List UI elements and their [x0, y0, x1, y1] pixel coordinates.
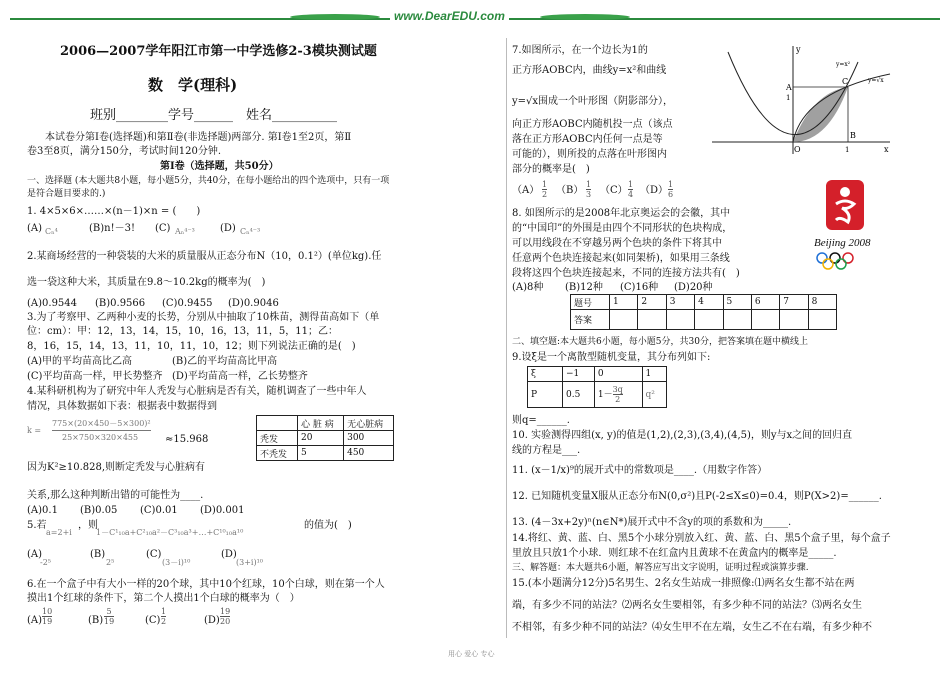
- q3-option-b: (B)乙的平均苗高比甲高: [172, 356, 278, 367]
- q5-option-a: (A): [27, 549, 43, 560]
- q1-option-d-formula: Cₙ⁴⁻³: [240, 227, 261, 236]
- q4-table-cell: 450: [344, 446, 394, 461]
- q6-option-d: (D): [204, 615, 220, 626]
- q6-option-b: (B): [88, 615, 104, 626]
- q6-fraction-c-num: 1: [161, 607, 167, 616]
- q7-option-b: （B）: [556, 185, 584, 196]
- q15-line-3: 不相邻，有多少种不同的站法？⑷女生甲不在左端，女生乙不在右端，有多少种不: [512, 622, 872, 633]
- answer-cell[interactable]: [695, 310, 723, 330]
- q9-distribution-table: [527, 366, 667, 408]
- q6-fraction-b-den: 19: [104, 617, 115, 626]
- q5-option-c: (C): [146, 549, 162, 560]
- q9-table-cell: 0.5: [563, 382, 595, 408]
- q9-table-cell: 1: [642, 367, 666, 382]
- q9-table-cell: 0: [594, 367, 642, 382]
- q8-option-a: (A)8种: [512, 282, 544, 293]
- q5-value-a: -2⁵: [40, 558, 51, 567]
- q7-fraction-c-num: 1: [628, 180, 634, 189]
- q6-fraction-a-den: 19: [42, 617, 53, 626]
- q1-option-a: (A): [27, 223, 43, 234]
- q7-line-7: 部分的概率是( ): [512, 164, 590, 175]
- answer-cell[interactable]: [780, 310, 808, 330]
- q8-line-5: 段将这四个色块连接起来，不同的连接方法共有( ): [512, 268, 740, 279]
- graph-label-parabola: y=x²: [836, 61, 851, 68]
- q2-option-d: (D)0.9046: [228, 298, 279, 309]
- q5-tail: 的值为( ): [304, 520, 352, 531]
- q7-option-a: （A）: [512, 185, 540, 196]
- q4-table-cell: 300: [344, 431, 394, 446]
- q7-fraction-b: [586, 180, 591, 199]
- q3-line-2: 位：cm）：甲：12，13，14，15，10，16，13，11，5，11；乙：: [27, 326, 338, 337]
- q5-option-d: (D): [221, 549, 237, 560]
- answer-table-row-label: 答案: [571, 310, 610, 330]
- q7-fraction-d-num: 1: [668, 180, 674, 189]
- beijing-2008-emblem: [808, 176, 890, 276]
- q9-line-1: 9.设ξ是一个离散型随机变量，其分布列如下:: [512, 352, 711, 363]
- q6-fraction-c: [161, 607, 166, 626]
- q5-expression: 1－C¹₁₀a+C²₁₀a²－C³₁₀a³+…+C¹⁰₁₀a¹⁰: [96, 528, 244, 537]
- q9-table-cell-formula: [594, 382, 642, 408]
- q15-line-2: 端，有多少不同的站法？⑵两名女生要相邻，有多少种不同的站法？⑶两名女生: [512, 600, 862, 611]
- graph-label-c: C: [842, 77, 849, 86]
- q3-option-d: (D)平均苗高一样，乙长势整齐: [172, 371, 308, 382]
- q9-fraction-den: 2: [615, 395, 621, 404]
- answer-table-header: 7: [780, 295, 808, 310]
- q3-line-1: 3.为了考察甲、乙两种小麦的长势，分别从中抽取了10株苗，测得苗高如下（单: [27, 312, 380, 323]
- q7-fraction-a-den: 2: [542, 190, 548, 199]
- q7-fraction-c: [628, 180, 633, 199]
- answer-table-header: 8: [808, 295, 836, 310]
- q7-leaf-graph: [708, 42, 894, 156]
- q4-table-corner: [257, 416, 298, 431]
- q7-line-1: 7.如图所示，在一个边长为1的: [512, 45, 648, 56]
- q9-table-cell: q²: [642, 382, 666, 408]
- q15-line-1: 15.(本小题满分12分)5名男生、2名女生站成一排照像:⑴两名女生都不站在两: [512, 578, 855, 589]
- section1-line-2: 是符合题目要求的.): [27, 189, 106, 199]
- answer-table-header: 1: [610, 295, 638, 310]
- q8-line-3: 可以用线段在不穿越另两个色块的条件下将其中: [512, 238, 722, 249]
- q7-line-3: y=√x围成一个叶形图（阴影部分），: [512, 96, 674, 107]
- q2-option-a: (A)0.9544: [27, 298, 78, 309]
- q7-fraction-a-num: 1: [542, 180, 548, 189]
- q6-fraction-d-num: 19: [220, 607, 231, 616]
- q4-table-cell: 20: [298, 431, 344, 446]
- answer-table-header: 3: [666, 295, 694, 310]
- answer-table-header: 5: [723, 295, 751, 310]
- q5-then: ，则: [78, 520, 98, 531]
- subject-title: 数 学(理科): [148, 76, 238, 94]
- q12-text: 12. 已知随机变量X服从正态分布N(0,σ²)且P(-2≤X≤0)=0.4，则P(X>2)=______.: [512, 491, 882, 502]
- intro-line-2: 卷3至8页，满分150分，考试时间120分钟.: [27, 146, 222, 157]
- q8-line-2: 的“中国印”的外围是由四个不同形状的色块构成，: [512, 223, 733, 234]
- section2-heading: 二、填空题:本大题共6小题，每小题5分，共30分，把答案填在题中横线上: [512, 337, 808, 347]
- q6-fraction-a-num: 10: [42, 607, 53, 616]
- graph-label-one-y: 1: [786, 94, 791, 102]
- answer-cell[interactable]: [723, 310, 751, 330]
- q1-option-c: (C): [155, 223, 171, 234]
- q1-option-c-formula: Aₙ⁴⁻³: [175, 227, 195, 236]
- q9-fraction: [613, 385, 623, 404]
- q7-line-5: 落在正方形AOBC内任何一点是等: [512, 134, 663, 145]
- q3-option-c: (C)平均苗高一样，甲长势整齐: [27, 371, 163, 382]
- q1-option-d: (D): [220, 223, 236, 234]
- q7-option-d: （D）: [640, 185, 669, 196]
- q6-fraction-a: [42, 607, 52, 626]
- q4-table-cell: 5: [298, 446, 344, 461]
- q8-option-c: (C)16种: [620, 282, 659, 293]
- q5-value-c: (3－i)¹⁰: [162, 558, 191, 567]
- answer-table-header: 2: [638, 295, 666, 310]
- answer-table-header: 4: [695, 295, 723, 310]
- q4-k-lead: k =: [27, 426, 42, 435]
- answer-cell[interactable]: [610, 310, 638, 330]
- q4-option-b: (B)0.05: [80, 505, 118, 516]
- answer-cell[interactable]: [638, 310, 666, 330]
- graph-label-x: x: [884, 145, 889, 154]
- q13-text: 13. (4－3x+2y)ⁿ(n∈N*)展开式中不含y的项的系数和为_____.: [512, 517, 792, 528]
- q11-text: 11. (x－1/x)⁹的展开式中的常数项是____.（用数字作答）: [512, 465, 768, 476]
- q4-line-1: 4.某科研机构为了研究中年人秃发与心脏病是否有关，随机调查了一些中年人: [27, 386, 367, 397]
- q5-lead: 5.若: [27, 520, 47, 531]
- q7-fraction-b-den: 3: [586, 190, 592, 199]
- q4-k-approx: ≈15.968: [165, 434, 209, 445]
- q9-fraction-num: 3q: [612, 385, 623, 394]
- part1-heading: 第Ⅰ卷（选择题，共50分）: [160, 161, 279, 172]
- q4-table-header-2: 无心脏病: [344, 416, 394, 431]
- graph-label-b: B: [850, 131, 856, 140]
- graph-label-y: y: [796, 45, 801, 54]
- answer-cell[interactable]: [751, 310, 779, 330]
- q2-line-1: 2.某商场经营的一种袋装的大米的质量服从正态分布N（10，0.1²）(单位kg).任: [27, 251, 382, 262]
- q6-option-c: (C): [145, 615, 161, 626]
- q6-fraction-d: [220, 607, 230, 626]
- answer-table: [570, 294, 837, 330]
- q6-line-2: 摸出1个红球的条件下，第二个人摸出1个白球的概率为（ ）: [27, 593, 300, 604]
- beijing-2008-wordmark: Beijing 2008: [814, 237, 871, 249]
- page-title: 2006—2007学年阳江市第一中学选修2-3模块测试题: [60, 44, 377, 59]
- q9-table-cell: ξ: [528, 367, 563, 382]
- answer-table-header: 题号: [571, 295, 610, 310]
- answer-table-header: 6: [751, 295, 779, 310]
- q7-option-c: （C）: [600, 185, 628, 196]
- q6-fraction-b: [104, 607, 114, 626]
- q9-table-cell: −1: [563, 367, 595, 382]
- q4-table-cell: 秃发: [257, 431, 298, 446]
- graph-label-a: A: [786, 83, 792, 92]
- q7-fraction-c-den: 4: [628, 190, 634, 199]
- class-field: 班别________学号______: [90, 108, 234, 123]
- q14-line-1: 14.将红、黄、蓝、白、黑5个小球分别放入红、黄、蓝、白、黑5个盒子里，每个盒子: [512, 533, 891, 544]
- q9-one-minus: 1－: [597, 390, 613, 400]
- q2-option-c: (C)0.9455: [162, 298, 213, 309]
- q7-fraction-b-num: 1: [586, 180, 592, 189]
- olympic-ring-blue: [817, 253, 827, 263]
- q4-option-c: (C)0.01: [140, 505, 178, 516]
- graph-label-one-x: 1: [845, 146, 850, 154]
- name-field: 姓名__________: [246, 108, 338, 123]
- q5-condition: a=2+i: [46, 528, 72, 537]
- q1-stem: 1. 4×5×6×……×(n－1)×n = ( ): [27, 206, 201, 217]
- q10-line-1: 10. 实验测得四组(x, y)的值是(1,2),(2,3),(3,4),(4,5)，则y与x之间的回归直: [512, 430, 853, 441]
- q2-option-b: (B)0.9566: [95, 298, 146, 309]
- q2-line-2: 选一袋这种大米，其质量在9.8～10.2kg的概率为( ): [27, 277, 266, 288]
- q7-line-6: 可能的），则所投的点落在叶形图内: [512, 149, 667, 160]
- q10-line-2: 线的方程是___.: [512, 445, 581, 456]
- olympic-ring-green: [836, 259, 846, 269]
- section1-line-1: 一、选择题 (本大题共8小题，每小题5分，共40分，在每小题给出的四个选项中，只有一项: [27, 176, 390, 186]
- q6-line-1: 6.在一个盒子中有大小一样的20个球，其中10个红球，10个白球，则在第一个人: [27, 579, 385, 590]
- q8-line-1: 8. 如图所示的是2008年北京奥运会的会徽，其中: [512, 208, 731, 219]
- q7-line-2: 正方形AOBC内，曲线y=x²和曲线: [512, 65, 667, 76]
- page-footer: 用心 爱心 专心: [448, 650, 495, 658]
- q5-option-b: (B): [90, 549, 106, 560]
- olympic-ring-yellow: [823, 259, 833, 269]
- q4-k-numerator: 775×(20×450－5×300)²: [52, 417, 151, 431]
- section3-heading: 三、解答题：本大题共6小题，解答应写出文字说明，证明过程或演算步骤.: [512, 563, 809, 573]
- q7-line-4: 向正方形AOBC内随机投一点（该点: [512, 119, 673, 130]
- q14-line-2: 里放且只放1个小球．则红球不在红盒内且黄球不在黄盒内的概率是_____.: [512, 548, 837, 559]
- q6-fraction-d-den: 20: [220, 617, 231, 626]
- q7-fraction-d: [668, 180, 673, 199]
- q1-option-b: (B)n!－3!: [89, 223, 135, 234]
- q4-data-table: [256, 415, 394, 461]
- site-logo-text: www.DearEDU.com: [390, 9, 509, 23]
- answer-cell[interactable]: [666, 310, 694, 330]
- q4-k-denominator: 25×750×320×455: [62, 433, 139, 442]
- q4-option-a: (A)0.1: [27, 505, 58, 516]
- q7-fraction-d-den: 6: [668, 190, 674, 199]
- q1-option-a-formula: Cₙ⁴: [45, 227, 58, 236]
- q6-option-a: (A): [27, 615, 43, 626]
- q8-option-b: (B)12种: [565, 282, 603, 293]
- q4-line-4: 关系,那么这种判断出错的可能性为____.: [27, 490, 204, 501]
- graph-label-o: O: [794, 145, 801, 154]
- graph-label-sqrt: y=√x: [868, 77, 884, 84]
- answer-cell[interactable]: [808, 310, 836, 330]
- q6-fraction-c-den: 2: [161, 617, 167, 626]
- q4-line-3: 因为K²≥10.828,则断定秃发与心脏病有: [27, 462, 206, 473]
- q4-option-d: (D)0.001: [200, 505, 245, 516]
- q9-table-cell: P: [528, 382, 563, 408]
- q8-line-4: 任意两个色块连接起来(如同架桥)，如果用三条线: [512, 253, 730, 264]
- column-divider: [506, 38, 507, 638]
- intro-line-1: 本试卷分第Ⅰ卷(选择题)和第Ⅱ卷(非选择题)两部分. 第Ⅰ卷1至2页，第Ⅱ: [45, 132, 352, 143]
- q8-option-d: (D)20种: [674, 282, 713, 293]
- q4-table-header-1: 心 脏 病: [298, 416, 344, 431]
- q9-line-2: 则q=______.: [512, 415, 570, 426]
- seal-head-shape: [840, 187, 850, 197]
- q3-option-a: (A)甲的平均苗高比乙高: [27, 356, 133, 367]
- q4-line-2: 情况，具体数据如下表：根据表中数据得到: [27, 401, 217, 412]
- q4-table-cell: 不秃发: [257, 446, 298, 461]
- q3-line-3: 8，16，15，14，13，11，10，11，10，12；则下列说法正确的是( ): [27, 341, 356, 352]
- q5-value-d: (3+i)¹⁰: [236, 558, 264, 567]
- header-swoosh-right: [540, 14, 630, 20]
- q7-fraction-a: [542, 180, 547, 199]
- q5-value-b: 2⁵: [106, 558, 115, 567]
- q6-fraction-b-num: 5: [104, 607, 114, 617]
- header-swoosh-left: [290, 14, 380, 20]
